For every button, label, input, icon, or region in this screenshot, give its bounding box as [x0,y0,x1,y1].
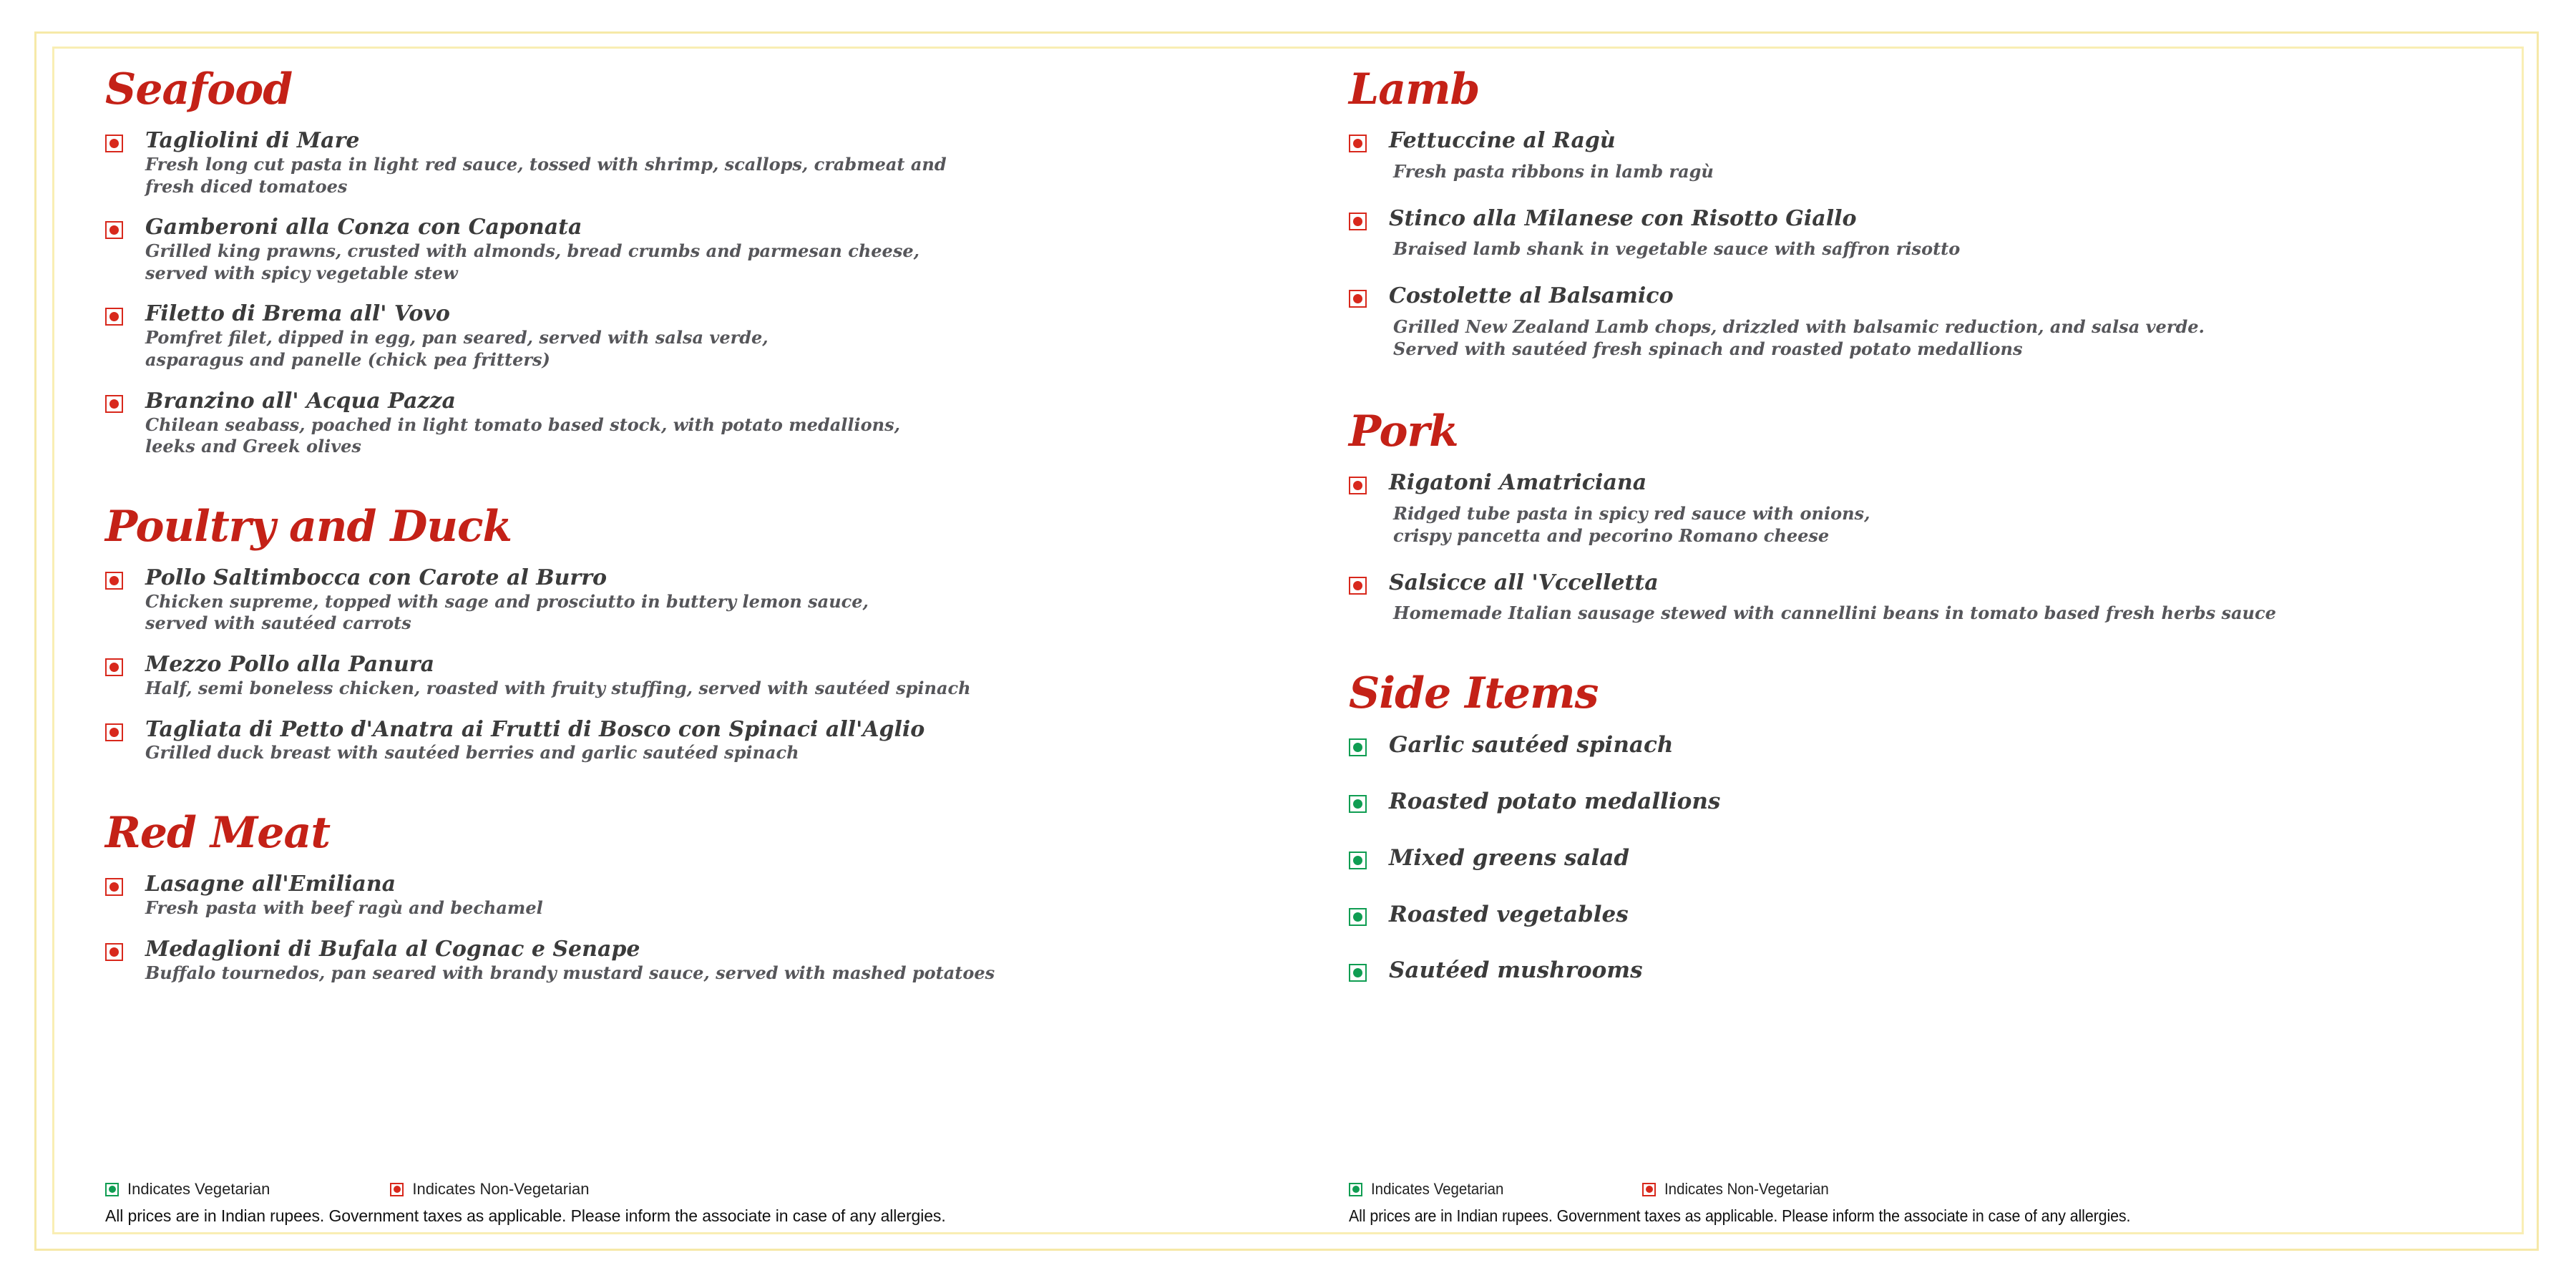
menu-item-description: Grilled king prawns, crusted with almonds, bread crumbs and parmesan cheese, served with spicy vegetable stew [145,240,919,283]
left-sections-container [105,64,1296,984]
menu-item[interactable] [1349,205,2512,261]
menu-item-name: Roasted potato medallions [1389,788,1721,814]
legend-non-vegetarian [1642,1180,1841,1199]
non-vegetarian-marker-icon [105,135,123,152]
non-vegetarian-marker-icon [1349,477,1367,494]
legend-non-vegetarian-label: Indicates Non-Vegetarian [412,1180,590,1198]
legend-vegetarian-label: Indicates Vegetarian [1371,1180,1504,1198]
menu-item[interactable] [1349,285,2512,360]
menu-item-name: Roasted vegetables [1389,901,1629,927]
vegetarian-marker-icon [1349,738,1367,756]
non-vegetarian-marker-icon [105,723,123,741]
menu-item-description: Grilled New Zealand Lamb chops, drizzled with balsamic reduction, and salsa verde. Served with sautéed fresh spinach and roasted potato medallions [1393,316,2205,359]
vegetarian-marker-icon [1349,852,1367,869]
menu-item-name: Tagliata di Petto d'Anatra ai Frutti di Bosco con Spinaci all'Aglio [145,716,925,742]
non-vegetarian-marker-icon [105,878,123,896]
menu-section [1349,64,2512,360]
non-vegetarian-marker-icon [105,308,123,326]
menu-item-description: Braised lamb shank in vegetable sauce with saffron risotto [1393,238,1961,260]
menu-item-name: Mixed greens salad [1389,844,1630,871]
right-legend-row [1349,1180,2487,1199]
right-footer [1349,1180,2487,1226]
menu-item[interactable] [1349,959,2512,982]
menu-item-description: Grilled duck breast with sautéed berries and garlic sautéed spinach [145,742,799,763]
menu-section [1349,668,2512,984]
vegetarian-marker-icon [1349,908,1367,926]
menu-item[interactable] [105,303,1296,371]
menu-item[interactable] [1349,903,2512,927]
menu-item[interactable] [105,873,1296,919]
section-heading: Seafood [105,64,293,114]
section-heading: Lamb [1349,64,1480,114]
menu-item-description: Pomfret filet, dipped in egg, pan seared, served with salsa verde, asparagus and panelle (chick pea fritters) [145,327,769,370]
menu-item-name: Mezzo Pollo alla Panura [145,652,435,678]
menu-item[interactable] [1349,844,2512,871]
menu-item[interactable] [1349,472,2512,547]
menu-item[interactable] [105,718,1296,765]
vegetarian-marker-icon [1349,795,1367,813]
menu-section [105,808,1296,984]
menu-item-description: Fresh pasta with beef ragù and bechamel [145,897,543,918]
menu-item[interactable] [105,390,1296,458]
non-vegetarian-marker-icon [105,658,123,676]
legend-vegetarian [1349,1180,1513,1199]
menu-item-description: Fresh long cut pasta in light red sauce, tossed with shrimp, scallops, crabmeat and fresh diced tomatoes [145,153,947,197]
legend-vegetarian [105,1180,270,1199]
menu-item-name: Garlic sautéed spinach [1389,732,1674,758]
non-vegetarian-marker-icon [105,943,123,961]
right-sections-container [1349,64,2512,984]
menu-item-name: Costolette al Balsamico [1389,283,1674,309]
menu-section [105,64,1296,458]
menu-item-description: Chilean seabass, poached in light tomato based stock, with potato medallions, leeks and Greek olives [145,414,900,457]
legend-non-vegetarian [390,1180,589,1199]
menu-item[interactable] [1349,572,2512,625]
non-vegetarian-marker-icon [1349,290,1367,308]
menu-item-description: Ridged tube pasta in spicy red sauce with onions, crispy pancetta and pecorino Romano cheese [1393,503,1870,546]
menu-item-name: Lasagne all'Emiliana [145,872,396,897]
menu-column-left [36,34,1296,1249]
menu-item-name: Medaglioni di Bufala al Cognac e Senape [145,936,640,962]
menu-item-name: Tagliolini di Mare [145,128,360,153]
menu-item-name: Stinco alla Milanese con Risotto Giallo [1389,205,1857,231]
menu-item-name: Gamberoni alla Conza con Caponata [145,215,582,240]
menu-item[interactable] [1349,733,2512,757]
legend-non-vegetarian-label: Indicates Non-Vegetarian [1664,1180,1830,1198]
menu-columns [36,34,2537,1249]
menu-item[interactable] [1349,790,2512,814]
menu-item-name: Fettuccine al Ragù [1389,128,1616,153]
menu-item-name: Sautéed mushrooms [1389,957,1643,984]
menu-item[interactable] [105,567,1296,635]
menu-item-name: Salsicce all 'Vccelletta [1389,570,1659,595]
legend-vegetarian-label: Indicates Vegetarian [127,1180,270,1198]
non-vegetarian-marker-icon [105,395,123,413]
menu-item-description: Buffalo tournedos, pan seared with brandy mustard sauce, served with mashed potatoes [145,962,995,983]
left-footer [105,1180,1264,1226]
menu-item-name: Branzino all' Acqua Pazza [145,388,456,414]
menu-section [1349,406,2512,625]
right-disclaimer-text: All prices are in Indian rupees. Government taxes as applicable. Please inform the associate in case of any allergies. [1349,1206,2131,1225]
menu-item[interactable] [105,938,1296,985]
left-disclaimer-text: All prices are in Indian rupees. Government taxes as applicable. Please inform the associate in case of any allergies. [105,1206,946,1225]
section-heading: Side Items [1349,668,1599,719]
menu-item-description: Chicken supreme, topped with sage and prosciutto in buttery lemon sauce, served with sautéed carrots [145,590,869,634]
non-vegetarian-marker-icon [105,572,123,590]
menu-item-description: Half, semi boneless chicken, roasted with fruity stuffing, served with sautéed spinach [145,677,971,698]
section-heading: Poultry and Duck [105,501,512,552]
vegetarian-marker-icon [1349,964,1367,982]
non-vegetarian-marker-icon [1349,213,1367,230]
vegetarian-marker-icon [1349,1183,1362,1196]
left-legend-row [105,1180,1264,1199]
non-vegetarian-marker-icon [390,1183,404,1196]
section-heading: Pork [1349,406,1458,457]
menu-item-description: Fresh pasta ribbons in lamb ragù [1393,160,1714,182]
menu-item-name: Filetto di Brema all' Vovo [145,301,450,327]
menu-item[interactable] [1349,130,2512,183]
menu-item-name: Rigatoni Amatriciana [1389,470,1647,496]
non-vegetarian-marker-icon [1349,135,1367,152]
section-heading: Red Meat [105,808,331,859]
menu-page [34,31,2539,1251]
menu-column-right [1296,34,2512,1249]
non-vegetarian-marker-icon [1642,1183,1656,1196]
menu-section [105,501,1296,764]
non-vegetarian-marker-icon [105,221,123,239]
vegetarian-marker-icon [105,1183,119,1196]
menu-item[interactable] [105,216,1296,284]
menu-item[interactable] [105,653,1296,700]
menu-item-name: Pollo Saltimbocca con Carote al Burro [145,565,608,590]
menu-item-description: Homemade Italian sausage stewed with cannellini beans in tomato based fresh herbs sauce [1393,602,2276,624]
non-vegetarian-marker-icon [1349,577,1367,595]
menu-item[interactable] [105,130,1296,197]
